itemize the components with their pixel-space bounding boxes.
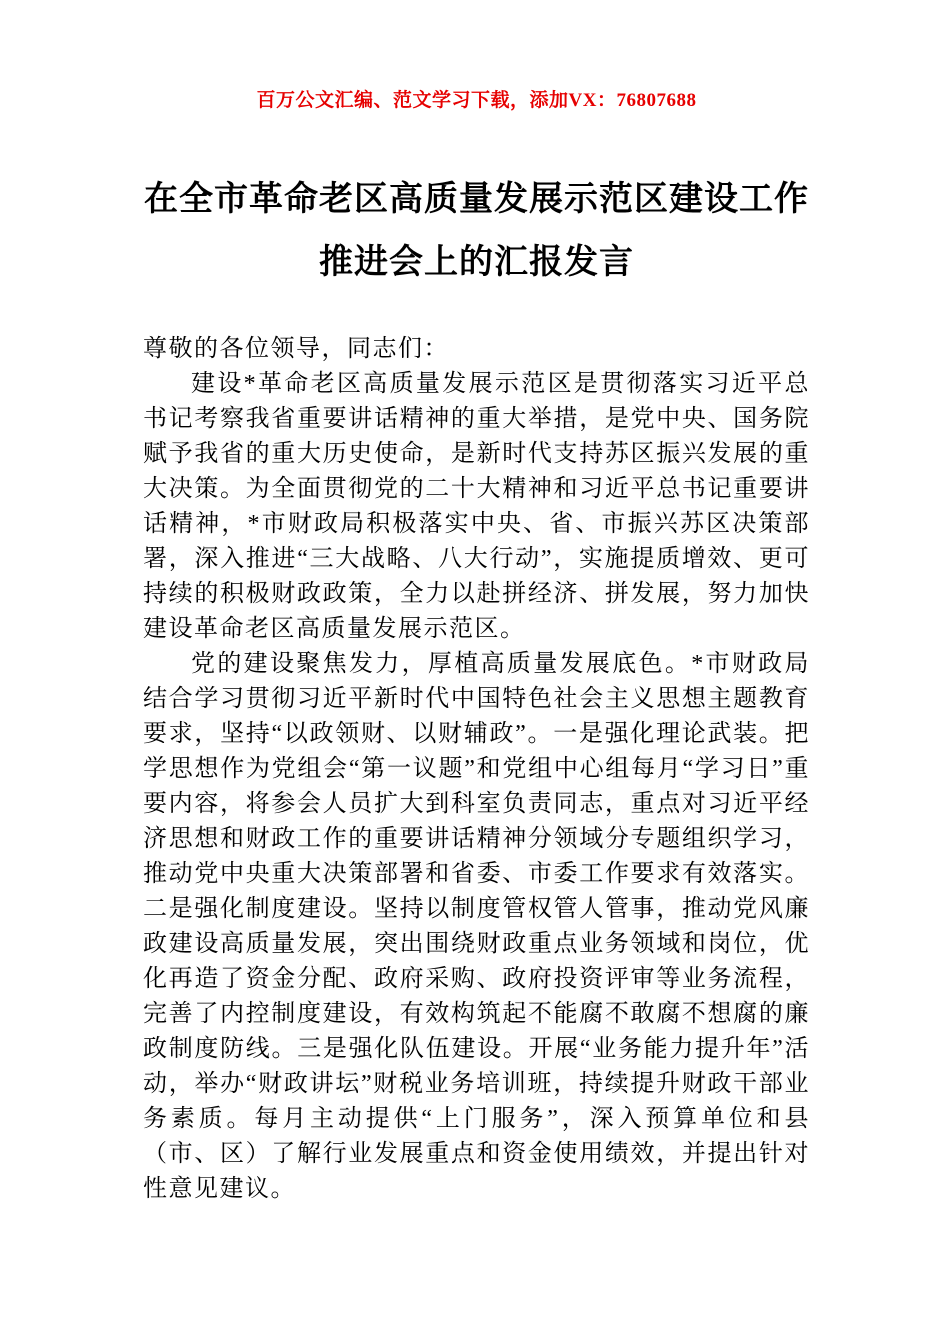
header-notice: 百万公文汇编、范文学习下载，添加VX：76807688 [256,90,697,111]
document-body [143,332,810,1207]
body-paragraph: 党的建设聚焦发力，厚植高质量发展底色。*市财政局结合学习贯彻习近平新时代中国特色社会主义思想主题教育要求，坚持“以政领财、以财辅政”。一是强化理论武装。把学思想作为党组会“第一议题”和党组中心组每月“学习日”重要内容，将参会人员扩大到科室负责同志，重点对习近平经济思想和财政工作的重要讲话精神分领域分专题组织学习，推动党中央重大决策部署和省委、市委工作要求有效落实。二是强化制度建设。坚持以制度管权管人管事，推动党风廉政建设高质量发展，突出围绕财政重点业务领域和岗位，优化再造了资金分配、政府采购、政府投资评审等业务流程，完善了内控制度建设，有效构筑起不能腐不敢腐不想腐的廉政制度防线。三是强化队伍建设。开展“业务能力提升年”活动，举办“财政讲坛”财税业务培训班，持续提升财政干部业务素质。每月主动提供“上门服务”，深入预算单位和县（市、区）了解行业发展重点和资金使用绩效，并提出针对性意见建议。 [143,651,810,1202]
body-paragraph: 建设*革命老区高质量发展示范区是贯彻落实习近平总书记考察我省重要讲话精神的重大举措，是党中央、国务院赋予我省的重大历史使命，是新时代支持苏区振兴发展的重大决策。为全面贯彻党的二十大精神和习近平总书记重要讲话精神，*市财政局积极落实中央、省、市振兴苏区决策部署，深入推进“三大战略、八大行动”，实施提质增效、更可持续的积极财政政策，全力以赴拼经济、拼发展，努力加快建设革命老区高质量发展示范区。 [143,371,810,642]
document-title: 在全市革命老区高质量发展示范区建设工作推进会上的汇报发言 [144,181,809,281]
salutation: 尊敬的各位领导，同志们： [143,336,449,362]
